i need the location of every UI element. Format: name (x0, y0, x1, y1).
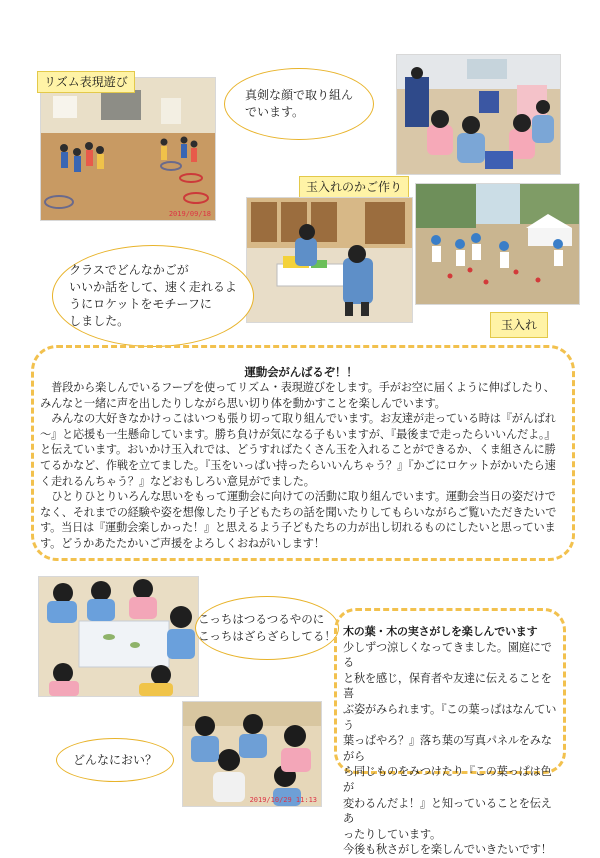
konoha-line: 変わるんだよ！』と知っていることを伝えあ (343, 796, 552, 826)
undoukai-content (40, 364, 562, 552)
konoha-line: ったりしています。 (343, 827, 441, 841)
undoukai-title: 運動会がんばるぞ！！ (244, 365, 358, 379)
bubble-line: でいます。 (244, 105, 305, 119)
bubble-line: クラスでどんなかごが (69, 263, 189, 277)
bubble-line: しました。 (69, 314, 130, 328)
label-rhythm: リズム表現遊び (37, 71, 135, 93)
konoha-line: 葉っぱやろ？』落ち葉の写真パネルをみながら (343, 734, 552, 763)
bubble-rocket-idea (52, 245, 254, 347)
photo-tamaire-outdoor (415, 183, 580, 305)
konoha-title: 木の葉・木の実さがしを楽しんでいます (343, 625, 538, 638)
bubble-line: こっちはざらざらしてる！ (198, 629, 336, 643)
undoukai-paragraph: みんなの大好きなかけっこはいつも張り切って取り組んでいます。お友達が走っている時は『がんばれ～』と応援も一生懸命しています。勝ち負けが気になる子もいますが、『最後まで走ったらいいんだよ。』と伝えています。おいかけ玉入れでは、どうすればたくさん玉を入れることができるか、くま組さんに勝てるかなど、作戦を立てました。『玉をいっぱい持ったらいいんちゃう？』『かごにロケットがかいたら速く走れるんちゃう？』などおもしろい意見がでました。 (40, 412, 556, 488)
bubble-line: どんなにおい？ (72, 752, 157, 767)
bubble-line: いいか話をして、速く走れるよ (69, 280, 237, 294)
bubble-line: うにロケットをモチーフに (69, 297, 212, 311)
undoukai-paragraph: ひとりひとりいろんな思いをもって運動会に向けての活動に取り組んでいます。運動会当日の姿だけでなく、それまでの経験や姿を想像したり子どもたちの話を聞いたりしてもらいながらご覧いただきたいです。当日は『運動会楽しかった！』と思えるよう子どもたちの力が出し切れるものにしたいと思っています。どうかあたたかいご声援をよろしくおねがいします！ (40, 490, 557, 550)
bubble-line: こっちはつるつるやのに (198, 612, 325, 626)
photo-timestamp: 2019/09/18 (168, 210, 211, 218)
konoha-line: 少しずつ涼しくなってきました。園庭にでる (343, 640, 552, 670)
konoha-line: ら同じものをみつけたり『この葉っぱは色が (343, 765, 552, 794)
bubble-smell (56, 738, 174, 782)
bubble-texture (195, 596, 339, 660)
konoha-content (343, 624, 558, 858)
photo-timestamp: 2019/10/29 11:13 (249, 796, 317, 804)
photo-leaf-panel (38, 576, 199, 697)
photo-rhythm-gym (40, 77, 216, 221)
bubble-serious-faces (224, 68, 374, 140)
photo-smelling (182, 701, 322, 807)
label-tamaire: 玉入れ (490, 312, 548, 338)
konoha-line: ぶ姿がみられます。『この葉っぱはなんていう (343, 702, 557, 732)
konoha-line: と秋を感じ，保育者や友達に伝えることを喜 (343, 671, 552, 701)
konoha-line: 今後も秋さがしを楽しんでいきたいです！ (343, 843, 552, 857)
label-basket-making: 玉入れのかご作り (299, 176, 409, 198)
undoukai-paragraph: 普段から楽しんでいるフープを使ってリズム・表現遊びをします。手がお空に届くように伸ばしたり、みんなと一緒に声を出したりしながら思い切り体を動かすことを楽しんでいます。 (40, 381, 555, 410)
bubble-line: 真剣な顔で取り組ん (244, 88, 353, 102)
photo-basket-making (246, 197, 413, 323)
photo-classroom-children (396, 54, 561, 175)
